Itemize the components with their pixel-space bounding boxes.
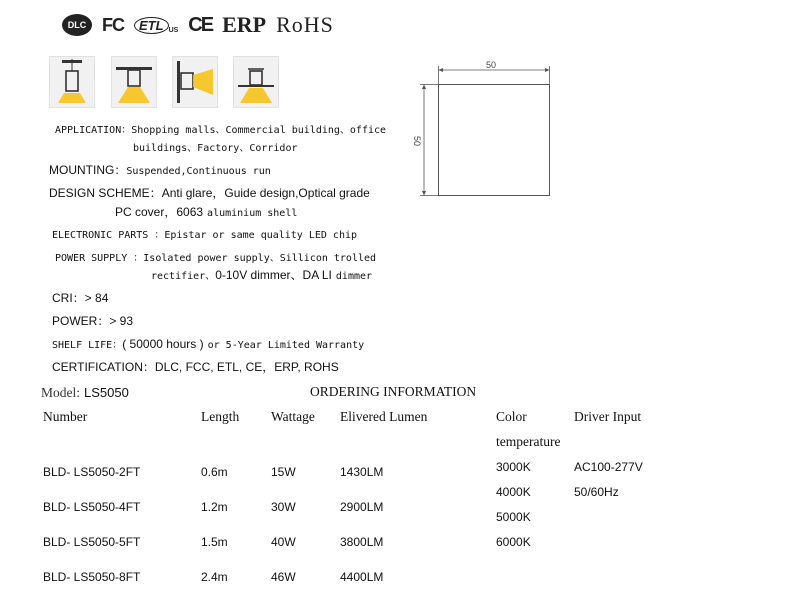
width-dimension-label: 50 [486, 60, 497, 70]
surface-ceiling-icon [233, 56, 279, 108]
dlc-logo: DLC [62, 14, 92, 36]
cell-lumen: 2900LM [340, 500, 384, 514]
model-label: Model: [41, 385, 80, 400]
power-supply-value-cont: rectifier、0-10V dimmer、DA LI dimmer [151, 268, 373, 282]
power-label: POWER： [52, 314, 110, 328]
cell-lumen: 3800LM [340, 535, 384, 549]
header-wattage: Wattage [271, 409, 315, 424]
cell-length: 2.4m [201, 570, 228, 584]
cell-wattage: 40W [271, 535, 296, 549]
dimension-drawing [414, 58, 554, 200]
color-temp-item: 4000K [496, 485, 531, 499]
cell-number: BLD- LS5050-5FT [43, 535, 141, 549]
fcc-logo: FC [102, 14, 124, 35]
cell-number: BLD- LS5050-2FT [43, 465, 141, 479]
mounting-label: MOUNTING： [49, 163, 127, 177]
application-value: Shopping malls、Commercial building、office [131, 125, 387, 136]
design-value: Anti glare，Guide design,Optical grade [161, 186, 370, 200]
cell-length: 0.6m [201, 465, 228, 479]
application-value-cont: buildings、Factory、Corridor [133, 143, 298, 154]
ce-logo: CE [188, 13, 213, 36]
header-driver: Driver Input [574, 409, 642, 424]
color-temp-item: 5000K [496, 510, 531, 524]
rohs-logo: RoHS [276, 12, 334, 37]
ordering-title: ORDERING INFORMATION [310, 384, 477, 399]
power-row [52, 312, 133, 329]
cell-wattage: 46W [271, 570, 296, 584]
color-temp-item: 6000K [496, 535, 531, 549]
application-label: APPLICATION： [55, 125, 132, 136]
power-supply-row [55, 249, 376, 264]
driver-input-frequency: 50/60Hz [574, 485, 619, 499]
design-row [49, 184, 370, 201]
cell-lumen: 4400LM [340, 570, 384, 584]
cell-number: BLD- LS5050-4FT [43, 500, 141, 514]
cell-wattage: 15W [271, 465, 296, 479]
wall-mounted-icon [172, 56, 218, 108]
certification-row [52, 358, 339, 375]
shelf-life-warranty: or 5-Year Limited Warranty [207, 340, 365, 351]
certification-logos [62, 8, 334, 42]
power-supply-label: POWER SUPPLY ： [55, 253, 144, 264]
header-number: Number [43, 409, 88, 424]
shelf-life-hours: ( 50000 hours ) [122, 337, 204, 351]
mounting-value: Suspended,Continuous run [126, 166, 271, 177]
design-value-cont: PC cover，6063 aluminium shell [115, 205, 298, 219]
header-lumen: Elivered Lumen [340, 409, 428, 424]
cell-length: 1.5m [201, 535, 228, 549]
header-color: Color [496, 409, 527, 424]
cell-wattage: 30W [271, 500, 296, 514]
power-value: > 93 [109, 314, 134, 328]
driver-input-voltage: AC100-277V [574, 460, 643, 474]
erp-logo: ERP [222, 12, 267, 37]
model-value: LS5050 [84, 385, 129, 400]
electronic-parts-row [52, 226, 357, 241]
electronic-parts-label: ELECTRONIC PARTS ： [52, 230, 165, 241]
track-mounted-icon [111, 56, 157, 108]
header-color-cont: temperature [496, 434, 561, 449]
cell-lumen: 1430LM [340, 465, 384, 479]
design-label: DESIGN SCHEME： [49, 186, 162, 200]
shelf-life-label: SHELF LIFE： [52, 340, 123, 351]
cri-value: > 84 [84, 291, 109, 305]
certification-value: DLC, FCC, ETL, CE，ERP, ROHS [154, 360, 339, 374]
shelf-life-row [52, 335, 364, 353]
cell-number: BLD- LS5050-8FT [43, 570, 141, 584]
height-dimension-label: 50 [412, 135, 423, 147]
etl-logo: ETL US [134, 17, 178, 34]
model-row [41, 384, 129, 402]
mounting-row [49, 161, 271, 179]
electronic-parts-value: Epistar or same quality LED chip [164, 230, 358, 241]
header-length: Length [201, 409, 240, 424]
cri-row [52, 289, 108, 306]
pendant-suspended-icon [49, 56, 95, 108]
cri-label: CRI： [52, 291, 85, 305]
application-row [55, 121, 386, 136]
power-supply-value: Isolated power supply、Sillicon trolled [143, 253, 377, 264]
certification-label: CERTIFICATION： [52, 360, 155, 374]
cell-length: 1.2m [201, 500, 228, 514]
color-temp-item: 3000K [496, 460, 531, 474]
